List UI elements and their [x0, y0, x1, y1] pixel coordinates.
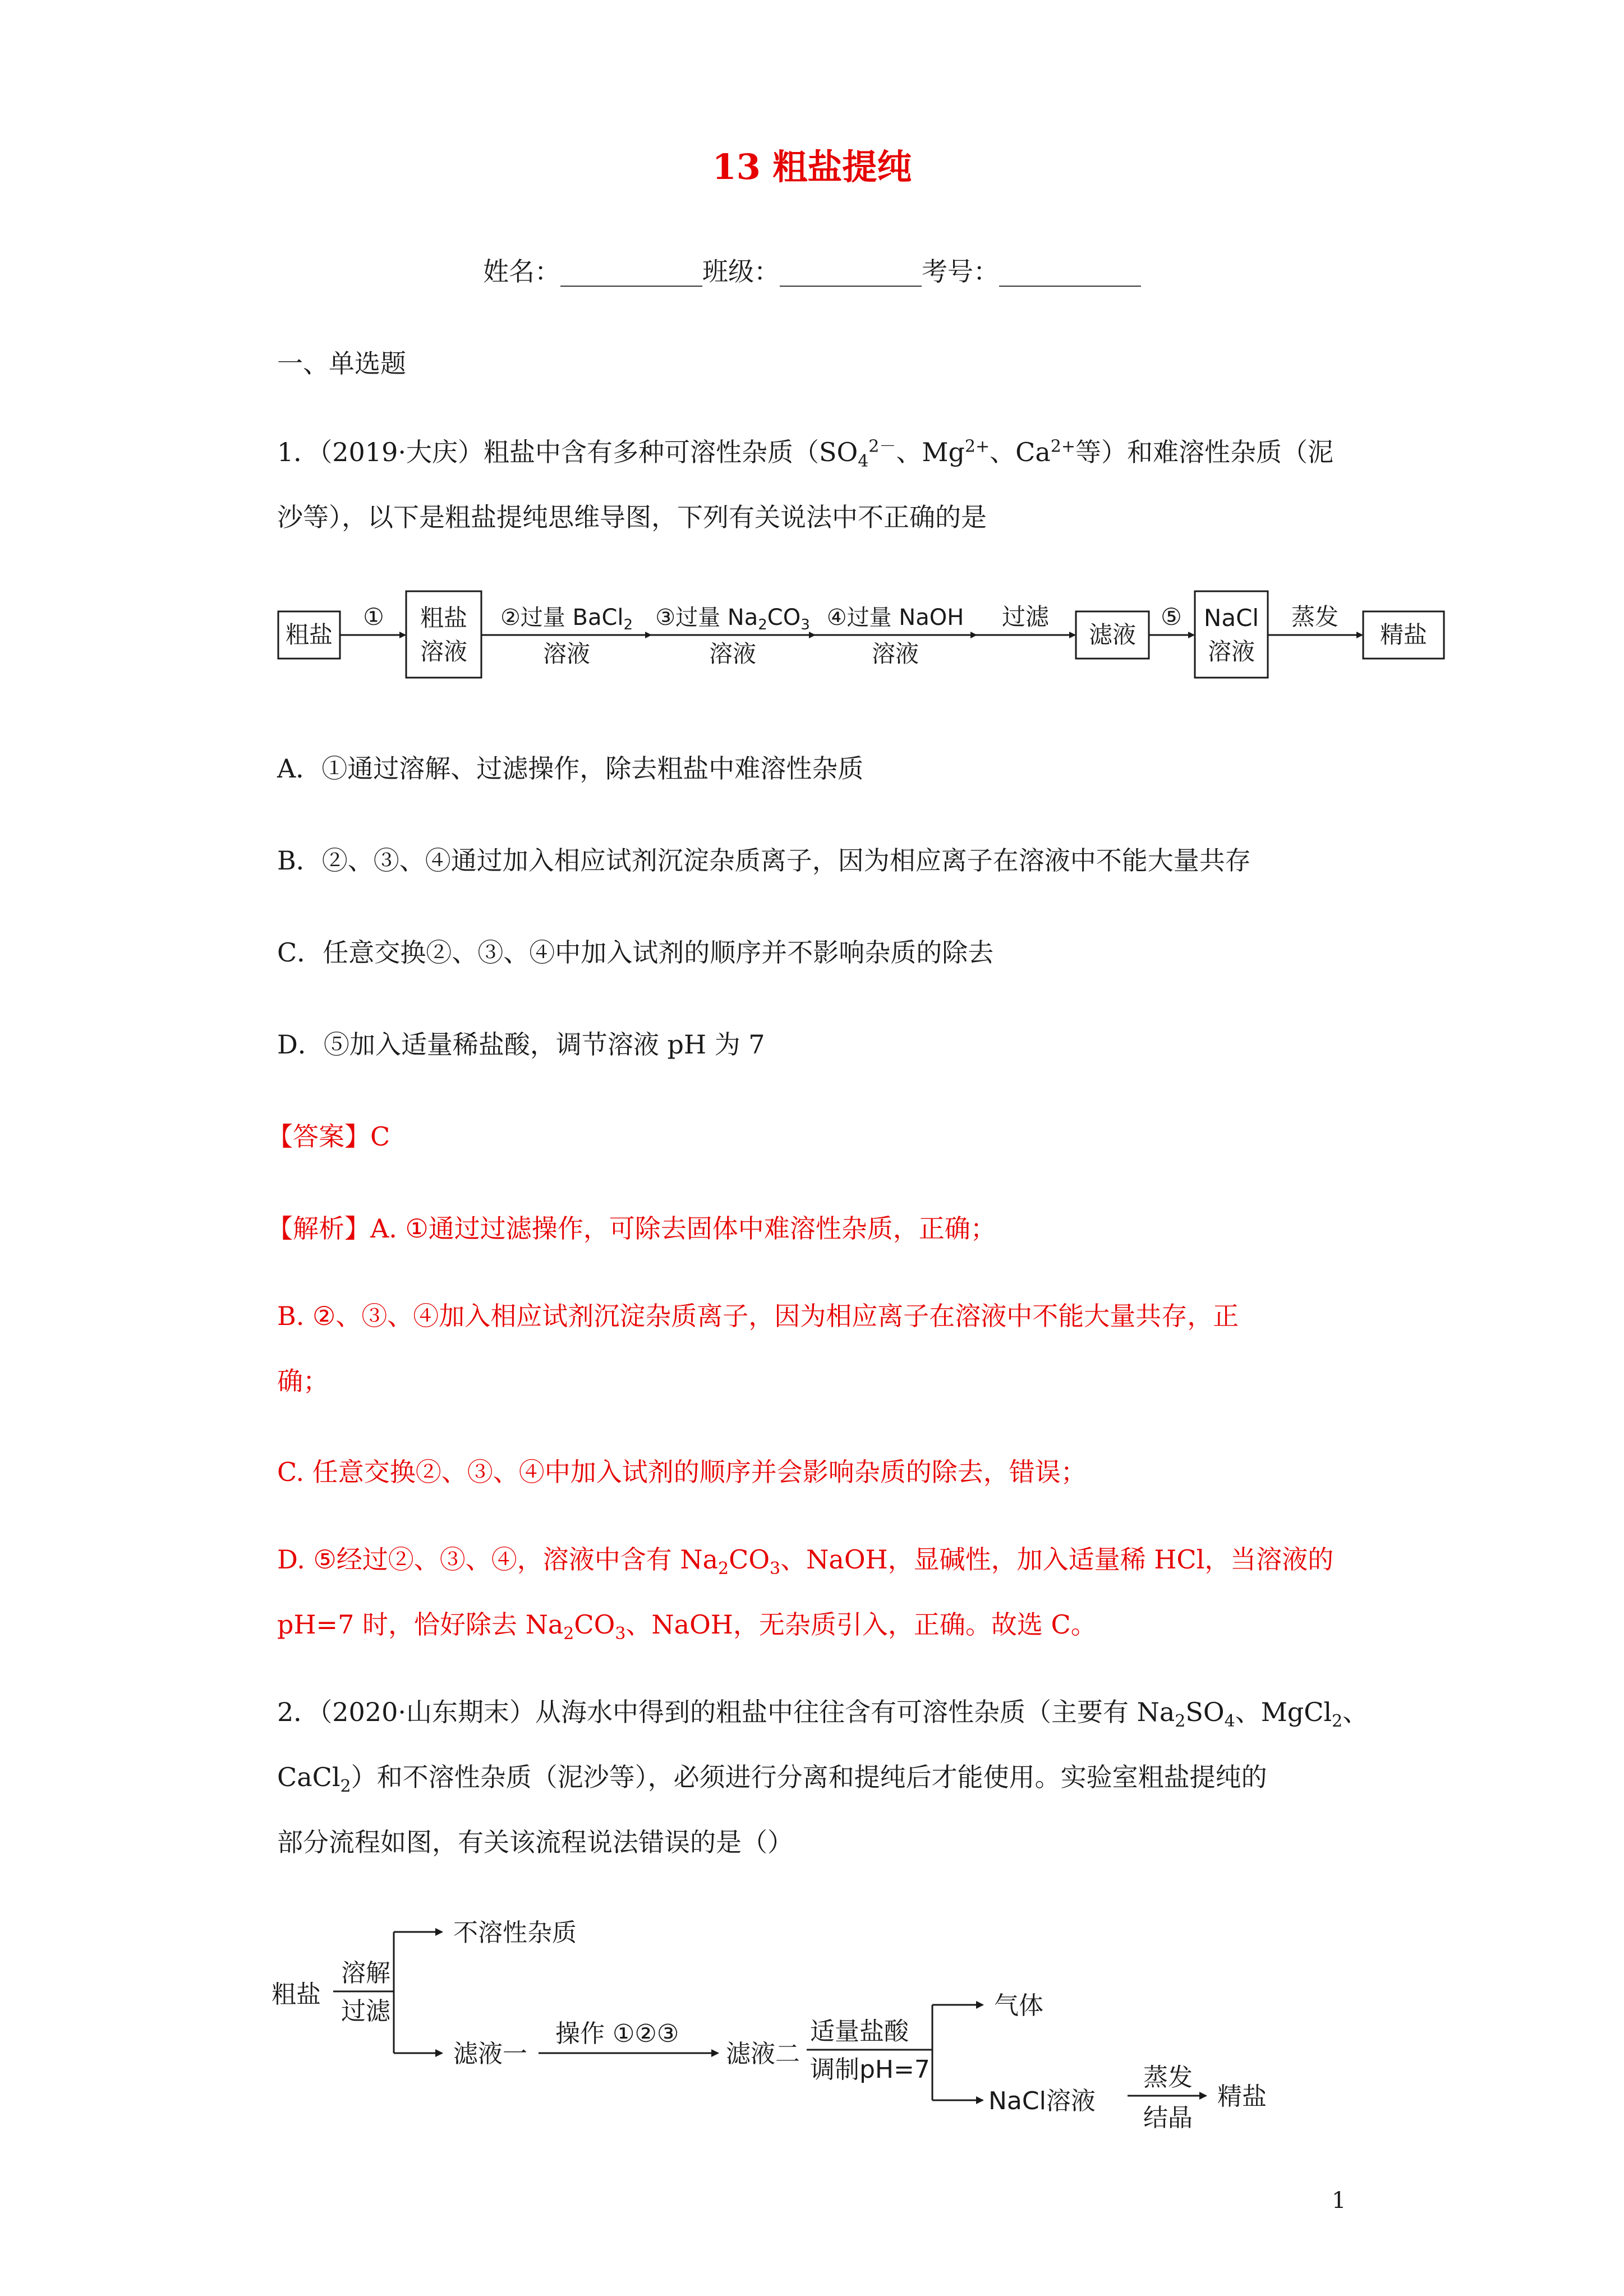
label-fine-salt: 精盐: [1379, 621, 1428, 648]
page-title: 13 粗盐提纯: [712, 146, 912, 187]
label-step1: ①: [363, 603, 384, 631]
q2-stem-line3: 部分流程如图，有关该流程说法错误的是（）: [277, 1827, 793, 1857]
q1-analysis-a: 【解析】A. ①通过过滤操作，可除去固体中难溶性杂质，正确；: [267, 1213, 996, 1244]
label-filter: 过滤: [1001, 603, 1050, 631]
q1-flow-diagram: [264, 578, 1487, 707]
q1-analysis-d1: D. ⑤经过②、③、④，溶液中含有 $Na_2CO_3$、NaOH，显碱性，加入适量稀 HCl，当溶液的: [277, 1544, 1334, 1579]
q1-analysis-b2: 确；: [277, 1366, 329, 1396]
label-filtrate1: 滤液一: [453, 2040, 527, 2068]
q1-stem-line1: 1．（2019·大庆）粗盐中含有多种可溶性杂质（$SO_4^{2-}$、$Mg^{2+}$、$Ca^{2+}$等）和难溶性杂质（泥: [277, 436, 1334, 472]
label-step3: ③过量 $Na_2CO_3$: [655, 605, 810, 633]
label-evaporate-bottom: 结晶: [1143, 2104, 1193, 2132]
q1-analysis-c: C. 任意交换②、③、④中加入试剂的顺序并会影响杂质的除去，错误；: [277, 1457, 1087, 1487]
label-crude-salt: 粗盐: [285, 621, 333, 648]
student-info-line: 姓名：___________班级：___________考号：___________: [483, 256, 1141, 287]
label-step3-bottom: 溶液: [709, 640, 757, 668]
label-step5: ⑤: [1161, 603, 1182, 631]
label-step2: ②过量 BaCl$_2$: [500, 605, 633, 633]
label-operation: 操作 ①②③: [555, 2019, 679, 2048]
label-step4: ④过量 NaOH: [826, 605, 964, 631]
page-number: 1: [1332, 2188, 1346, 2214]
label-step2-bottom: 溶液: [542, 640, 591, 668]
label-evaporate-top: 蒸发: [1143, 2063, 1193, 2092]
label-nacl-2: 溶液: [1207, 638, 1255, 665]
label-nacl-1: NaCl: [1203, 604, 1259, 632]
label-step4-bottom: 溶液: [871, 640, 919, 668]
q2-flow-diagram: [264, 1902, 1329, 2137]
label-insoluble: 不溶性杂质: [453, 1918, 577, 1947]
label-solution-2: 溶液: [420, 638, 468, 665]
label-nacl-solution: NaCl溶液: [988, 2087, 1096, 2115]
q1-answer: 【答案】C: [267, 1121, 390, 1152]
label-acid-top: 适量盐酸: [810, 2017, 909, 2046]
q1-analysis-d2: pH=7 时，恰好除去 $Na_2CO_3$、NaOH，无杂质引入，正确。故选 C。: [277, 1609, 1097, 1644]
q1-option-b: B．②、③、④通过加入相应试剂沉淀杂质离子，因为相应离子在溶液中不能大量共存: [277, 845, 1251, 876]
label-acid-bottom: 调制pH=7: [810, 2055, 930, 2084]
label-filter: 过滤: [341, 1997, 390, 2026]
q2-stem-line1: 2．（2020·山东期末）从海水中得到的粗盐中往往含有可溶性杂质（主要有 $Na_2SO_4$、MgCl$_2$、: [277, 1697, 1369, 1732]
q1-analysis-b1: B. ②、③、④加入相应试剂沉淀杂质离子，因为相应离子在溶液中不能大量共存，正: [277, 1301, 1239, 1331]
label-gas: 气体: [994, 1991, 1043, 2020]
label-evaporate: 蒸发: [1291, 603, 1339, 631]
label-crude-salt: 粗盐: [272, 1980, 321, 2009]
label-solution-1: 粗盐: [420, 604, 468, 632]
q1-option-c: C．任意交换②、③、④中加入试剂的顺序并不影响杂质的除去: [277, 937, 994, 968]
label-filtrate: 滤液: [1088, 621, 1137, 648]
q1-option-a: A．①通过溶解、过滤操作，除去粗盐中难溶性杂质: [277, 753, 864, 784]
label-dissolve: 溶解: [341, 1959, 390, 1987]
q1-option-d: D．⑤加入适量稀盐酸，调节溶液 pH 为 7: [277, 1029, 765, 1060]
q2-stem-line2: CaCl$_2$）和不溶性杂质（泥沙等），必须进行分离和提纯后才能使用。实验室粗盐提纯的: [277, 1762, 1267, 1797]
label-filtrate2: 滤液二: [726, 2040, 800, 2068]
section-heading: 一、单选题: [277, 348, 406, 379]
label-fine-salt: 精盐: [1217, 2082, 1267, 2111]
q1-stem-line2: 沙等），以下是粗盐提纯思维导图，下列有关说法中不正确的是: [277, 502, 987, 532]
